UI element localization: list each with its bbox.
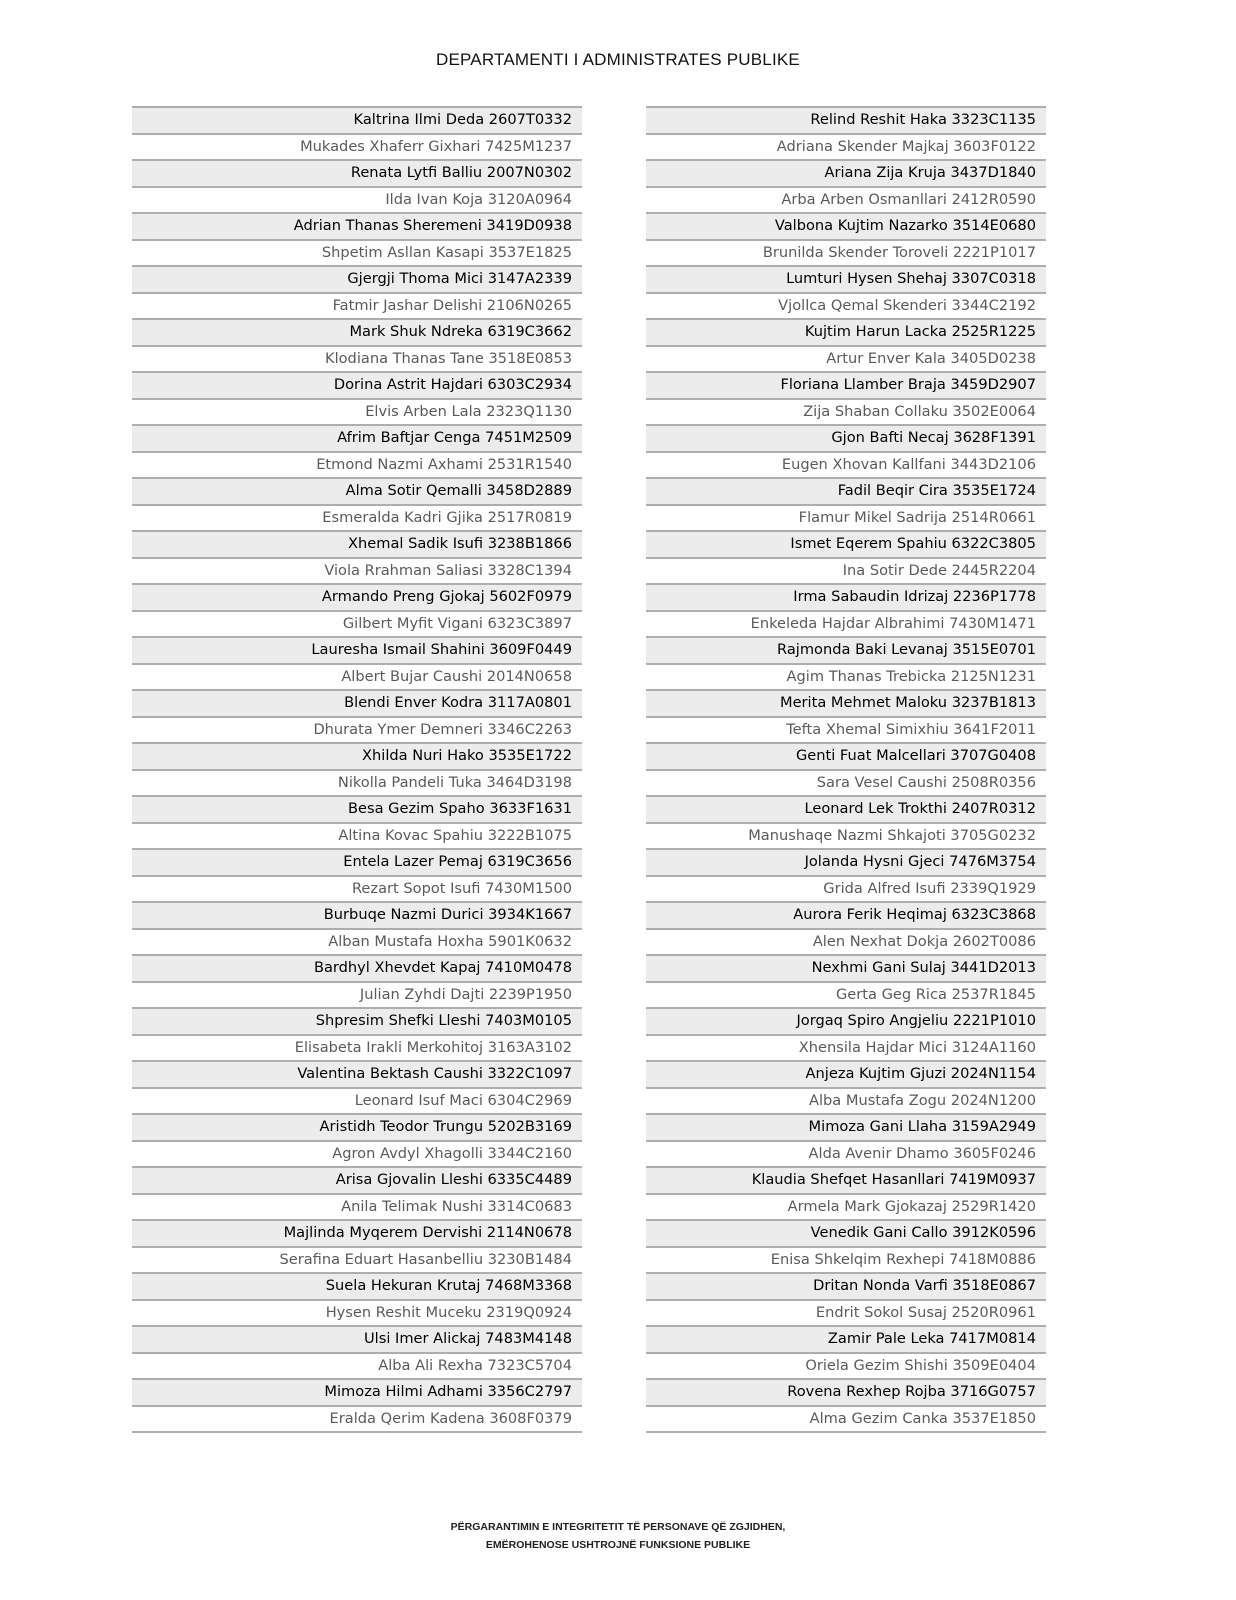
- names-list-right: [646, 106, 1046, 1433]
- list-item: Zamir Pale Leka 7417M0814: [646, 1325, 1046, 1352]
- footer-line-2: EMËROHENOSE USHTROJNË FUNKSIONE PUBLIKE: [485, 1539, 751, 1551]
- list-item: Armela Mark Gjokazaj 2529R1420: [646, 1193, 1046, 1220]
- list-item: Besa Gezim Spaho 3633F1631: [132, 795, 582, 822]
- list-item: Zija Shaban Collaku 3502E0064: [646, 398, 1046, 425]
- list-item: Rajmonda Baki Levanaj 3515E0701: [646, 636, 1046, 663]
- footer-line-1: PËRGARANTIMIN E INTEGRITETIT TË PERSONAVE QË ZGJIDHEN,: [450, 1521, 786, 1533]
- list-item: Gjon Bafti Necaj 3628F1391: [646, 424, 1046, 451]
- list-item: Venedik Gani Callo 3912K0596: [646, 1219, 1046, 1246]
- list-item: Alma Gezim Canka 3537E1850: [646, 1405, 1046, 1432]
- list-item: Ilda Ivan Koja 3120A0964: [132, 186, 582, 213]
- list-item: Alba Mustafa Zogu 2024N1200: [646, 1087, 1046, 1114]
- list-item: Leonard Lek Trokthi 2407R0312: [646, 795, 1046, 822]
- list-item: Agron Avdyl Xhagolli 3344C2160: [132, 1140, 582, 1167]
- list-item: Sara Vesel Caushi 2508R0356: [646, 769, 1046, 796]
- list-item: Dhurata Ymer Demneri 3346C2263: [132, 716, 582, 743]
- list-item: Elvis Arben Lala 2323Q1130: [132, 398, 582, 425]
- list-item: Elisabeta Irakli Merkohitoj 3163A3102: [132, 1034, 582, 1061]
- list-item: Dritan Nonda Varfi 3518E0867: [646, 1272, 1046, 1299]
- list-item: Fadil Beqir Cira 3535E1724: [646, 477, 1046, 504]
- list-item: Alma Sotir Qemalli 3458D2889: [132, 477, 582, 504]
- list-item: Genti Fuat Malcellari 3707G0408: [646, 742, 1046, 769]
- list-item: Klodiana Thanas Tane 3518E0853: [132, 345, 582, 372]
- list-item: Adriana Skender Majkaj 3603F0122: [646, 133, 1046, 160]
- list-item: Lauresha Ismail Shahini 3609F0449: [132, 636, 582, 663]
- list-item: Julian Zyhdi Dajti 2239P1950: [132, 981, 582, 1008]
- list-item: Valbona Kujtim Nazarko 3514E0680: [646, 212, 1046, 239]
- list-item: Mark Shuk Ndreka 6319C3662: [132, 318, 582, 345]
- list-item: Kujtim Harun Lacka 2525R1225: [646, 318, 1046, 345]
- list-item: Agim Thanas Trebicka 2125N1231: [646, 663, 1046, 690]
- left-list-divider: [132, 1431, 582, 1433]
- list-item: Altina Kovac Spahiu 3222B1075: [132, 822, 582, 849]
- list-item: Nikolla Pandeli Tuka 3464D3198: [132, 769, 582, 796]
- list-item: Shpetim Asllan Kasapi 3537E1825: [132, 239, 582, 266]
- list-item: Aristidh Teodor Trungu 5202B3169: [132, 1113, 582, 1140]
- list-item: Renata Lytfi Balliu 2007N0302: [132, 159, 582, 186]
- list-item: Oriela Gezim Shishi 3509E0404: [646, 1352, 1046, 1379]
- list-item: Merita Mehmet Maloku 3237B1813: [646, 689, 1046, 716]
- list-item: Afrim Baftjar Cenga 7451M2509: [132, 424, 582, 451]
- list-item: Suela Hekuran Krutaj 7468M3368: [132, 1272, 582, 1299]
- list-item: Kaltrina Ilmi Deda 2607T0332: [132, 106, 582, 133]
- list-item: Aurora Ferik Heqimaj 6323C3868: [646, 901, 1046, 928]
- list-item: Burbuqe Nazmi Durici 3934K1667: [132, 901, 582, 928]
- list-item: Anila Telimak Nushi 3314C0683: [132, 1193, 582, 1220]
- list-item: Nexhmi Gani Sulaj 3441D2013: [646, 954, 1046, 981]
- list-item: Mimoza Hilmi Adhami 3356C2797: [132, 1378, 582, 1405]
- list-item: Serafina Eduart Hasanbelliu 3230B1484: [132, 1246, 582, 1273]
- list-item: Fatmir Jashar Delishi 2106N0265: [132, 292, 582, 319]
- list-item: Flamur Mikel Sadrija 2514R0661: [646, 504, 1046, 531]
- list-item: Bardhyl Xhevdet Kapaj 7410M0478: [132, 954, 582, 981]
- list-item: Relind Reshit Haka 3323C1135: [646, 106, 1046, 133]
- list-item: Adrian Thanas Sheremeni 3419D0938: [132, 212, 582, 239]
- list-item: Enkeleda Hajdar Albrahimi 7430M1471: [646, 610, 1046, 637]
- list-item: Viola Rrahman Saliasi 3328C1394: [132, 557, 582, 584]
- list-item: Leonard Isuf Maci 6304C2969: [132, 1087, 582, 1114]
- list-item: Arisa Gjovalin Lleshi 6335C4489: [132, 1166, 582, 1193]
- list-item: Xhensila Hajdar Mici 3124A1160: [646, 1034, 1046, 1061]
- list-item: Anjeza Kujtim Gjuzi 2024N1154: [646, 1060, 1046, 1087]
- list-item: Ulsi Imer Alickaj 7483M4148: [132, 1325, 582, 1352]
- list-item: Alban Mustafa Hoxha 5901K0632: [132, 928, 582, 955]
- list-item: Armando Preng Gjokaj 5602F0979: [132, 583, 582, 610]
- list-item: Entela Lazer Pemaj 6319C3656: [132, 848, 582, 875]
- list-item: Alen Nexhat Dokja 2602T0086: [646, 928, 1046, 955]
- list-item: Floriana Llamber Braja 3459D2907: [646, 371, 1046, 398]
- list-item: Manushaqe Nazmi Shkajoti 3705G0232: [646, 822, 1046, 849]
- page-title: DEPARTAMENTI I ADMINISTRATES PUBLIKE: [436, 50, 800, 69]
- list-item: Grida Alfred Isufi 2339Q1929: [646, 875, 1046, 902]
- list-item: Ina Sotir Dede 2445R2204: [646, 557, 1046, 584]
- list-item: Vjollca Qemal Skenderi 3344C2192: [646, 292, 1046, 319]
- list-item: Alba Ali Rexha 7323C5704: [132, 1352, 582, 1379]
- list-item: Ariana Zija Kruja 3437D1840: [646, 159, 1046, 186]
- list-item: Xhemal Sadik Isufi 3238B1866: [132, 530, 582, 557]
- list-item: Mukades Xhaferr Gixhari 7425M1237: [132, 133, 582, 160]
- page-footer: [0, 1518, 1236, 1554]
- list-item: Endrit Sokol Susaj 2520R0961: [646, 1299, 1046, 1326]
- list-item: Albert Bujar Caushi 2014N0658: [132, 663, 582, 690]
- list-item: Rovena Rexhep Rojba 3716G0757: [646, 1378, 1046, 1405]
- list-item: Etmond Nazmi Axhami 2531R1540: [132, 451, 582, 478]
- list-item: Brunilda Skender Toroveli 2221P1017: [646, 239, 1046, 266]
- list-item: Ismet Eqerem Spahiu 6322C3805: [646, 530, 1046, 557]
- list-item: Arba Arben Osmanllari 2412R0590: [646, 186, 1046, 213]
- list-item: Artur Enver Kala 3405D0238: [646, 345, 1046, 372]
- list-item: Alda Avenir Dhamo 3605F0246: [646, 1140, 1046, 1167]
- list-item: Gerta Geg Rica 2537R1845: [646, 981, 1046, 1008]
- right-list-divider: [646, 1431, 1046, 1433]
- list-item: Gjergji Thoma Mici 3147A2339: [132, 265, 582, 292]
- list-item: Majlinda Myqerem Dervishi 2114N0678: [132, 1219, 582, 1246]
- list-item: Klaudia Shefqet Hasanllari 7419M0937: [646, 1166, 1046, 1193]
- list-item: Xhilda Nuri Hako 3535E1722: [132, 742, 582, 769]
- list-item: Esmeralda Kadri Gjika 2517R0819: [132, 504, 582, 531]
- list-item: Shpresim Shefki Lleshi 7403M0105: [132, 1007, 582, 1034]
- list-item: Tefta Xhemal Simixhiu 3641F2011: [646, 716, 1046, 743]
- list-item: Eralda Qerim Kadena 3608F0379: [132, 1405, 582, 1432]
- list-item: Gilbert Myfit Vigani 6323C3897: [132, 610, 582, 637]
- list-item: Irma Sabaudin Idrizaj 2236P1778: [646, 583, 1046, 610]
- list-item: Rezart Sopot Isufi 7430M1500: [132, 875, 582, 902]
- list-item: Dorina Astrit Hajdari 6303C2934: [132, 371, 582, 398]
- list-item: Enisa Shkelqim Rexhepi 7418M0886: [646, 1246, 1046, 1273]
- list-item: Lumturi Hysen Shehaj 3307C0318: [646, 265, 1046, 292]
- list-item: Blendi Enver Kodra 3117A0801: [132, 689, 582, 716]
- list-item: Jorgaq Spiro Angjeliu 2221P1010: [646, 1007, 1046, 1034]
- list-item: Jolanda Hysni Gjeci 7476M3754: [646, 848, 1046, 875]
- list-item: Hysen Reshit Muceku 2319Q0924: [132, 1299, 582, 1326]
- list-item: Mimoza Gani Llaha 3159A2949: [646, 1113, 1046, 1140]
- list-item: Eugen Xhovan Kallfani 3443D2106: [646, 451, 1046, 478]
- names-list-left: [132, 106, 582, 1433]
- list-item: Valentina Bektash Caushi 3322C1097: [132, 1060, 582, 1087]
